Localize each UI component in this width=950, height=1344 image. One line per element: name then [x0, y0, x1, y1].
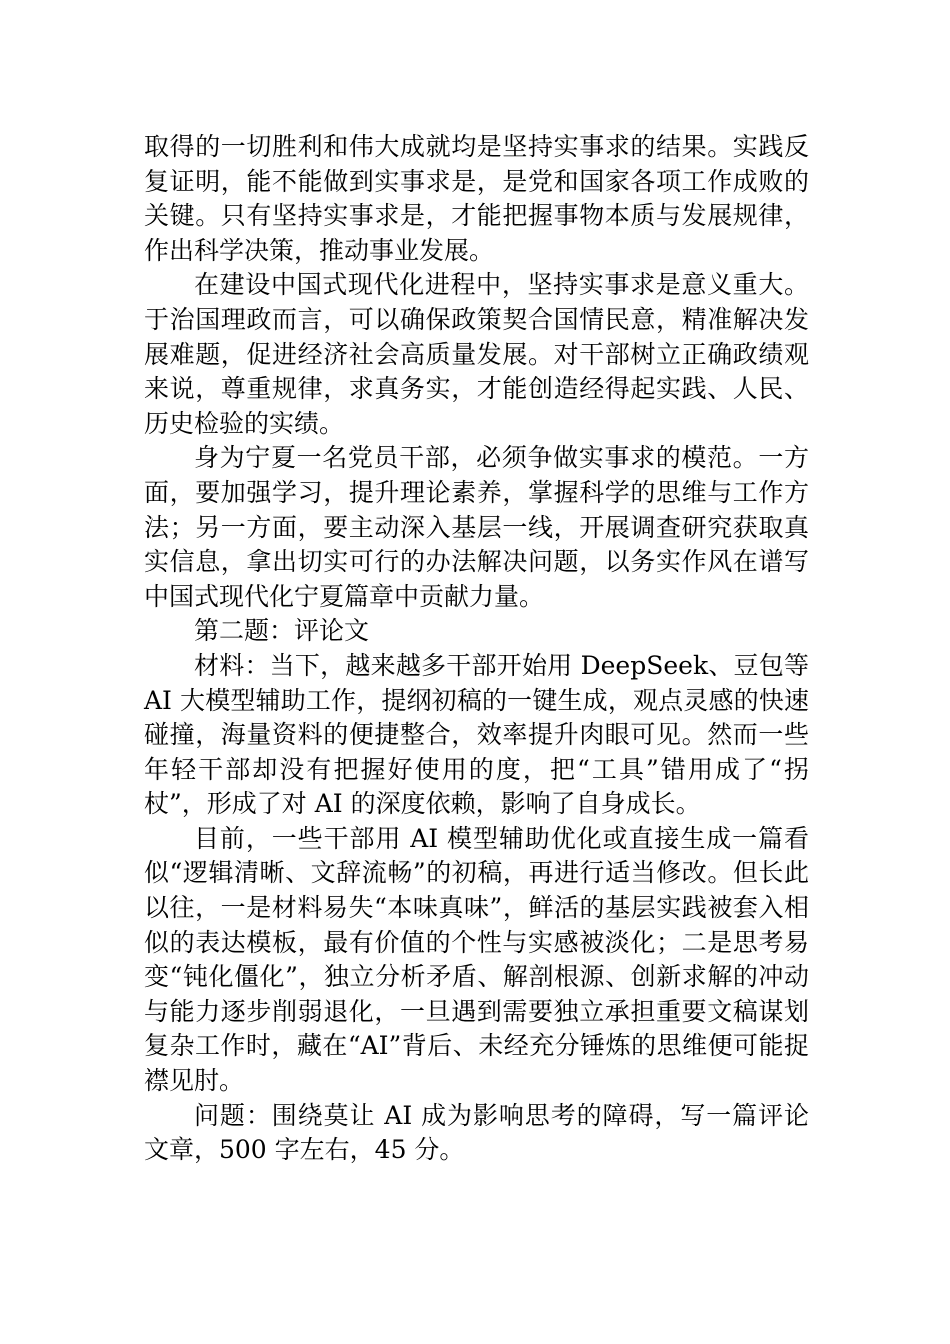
paragraph-question-prompt: 问题：围绕莫让 AI 成为影响思考的障碍，写一篇评论文章，500 字左右，45 分。 [144, 1100, 809, 1165]
paragraph-current-situation: 目前，一些干部用 AI 模型辅助优化或直接生成一篇看似“逻辑清晰、文辞流畅”的初稿，再进行适当修改。但长此以往，一是材料易失“本味真味”，鲜活的基层实践被套入相似的表达模板，最有价值的个性与实感被淡化；二是思考易变“钝化僵化”，独立分析矛盾、解剖根源、创新求解的冲动与能力逐步削弱退化，一旦遇到需要独立承担重要文稿谋划复杂工作时，藏在“AI”背后、未经充分锤炼的思维便可能捉襟见肘。 [144, 823, 809, 1096]
section-heading-question-two: 第二题：评论文 [194, 616, 370, 646]
paragraph-material: 材料：当下，越来越多干部开始用 DeepSeek、豆包等AI 大模型辅助工作，提纲初稿的一键生成，观点灵感的快速碰撞，海量资料的便捷整合，效率提升肉眼可见。然而一些年轻干部却没有把握好使用的度，把“工具”错用成了“拐杖”，形成了对 AI 的深度依赖，影响了自身成长。 [144, 650, 809, 819]
document-body [144, 130, 809, 1168]
paragraph-ningxia-cadre: 身为宁夏一名党员干部，必须争做实事求的模范。一方面，要加强学习，提升理论素养，掌握科学的思维与工作方法；另一方面，要主动深入基层一线，开展调查研究获取真实信息，拿出切实可行的办法解决问题，以务实作风在谱写中国式现代化宁夏篇章中贡献力量。 [144, 443, 809, 611]
paragraph-continuation: 取得的一切胜利和伟大成就均是坚持实事求的结果。实践反复证明，能不能做到实事求是，是党和国家各项工作成败的关键。只有坚持实事求是，才能把握事物本质与发展规律，作出科学决策，推动事业发展。 [144, 132, 809, 265]
paragraph-modernization: 在建设中国式现代化进程中，坚持实事求是意义重大。于治国理政而言，可以确保政策契合国情民意，精准解决发展难题，促进经济社会高质量发展。对干部树立正确政绩观来说，尊重规律，求真务实，才能创造经得起实践、人民、历史检验的实绩。 [144, 270, 809, 438]
